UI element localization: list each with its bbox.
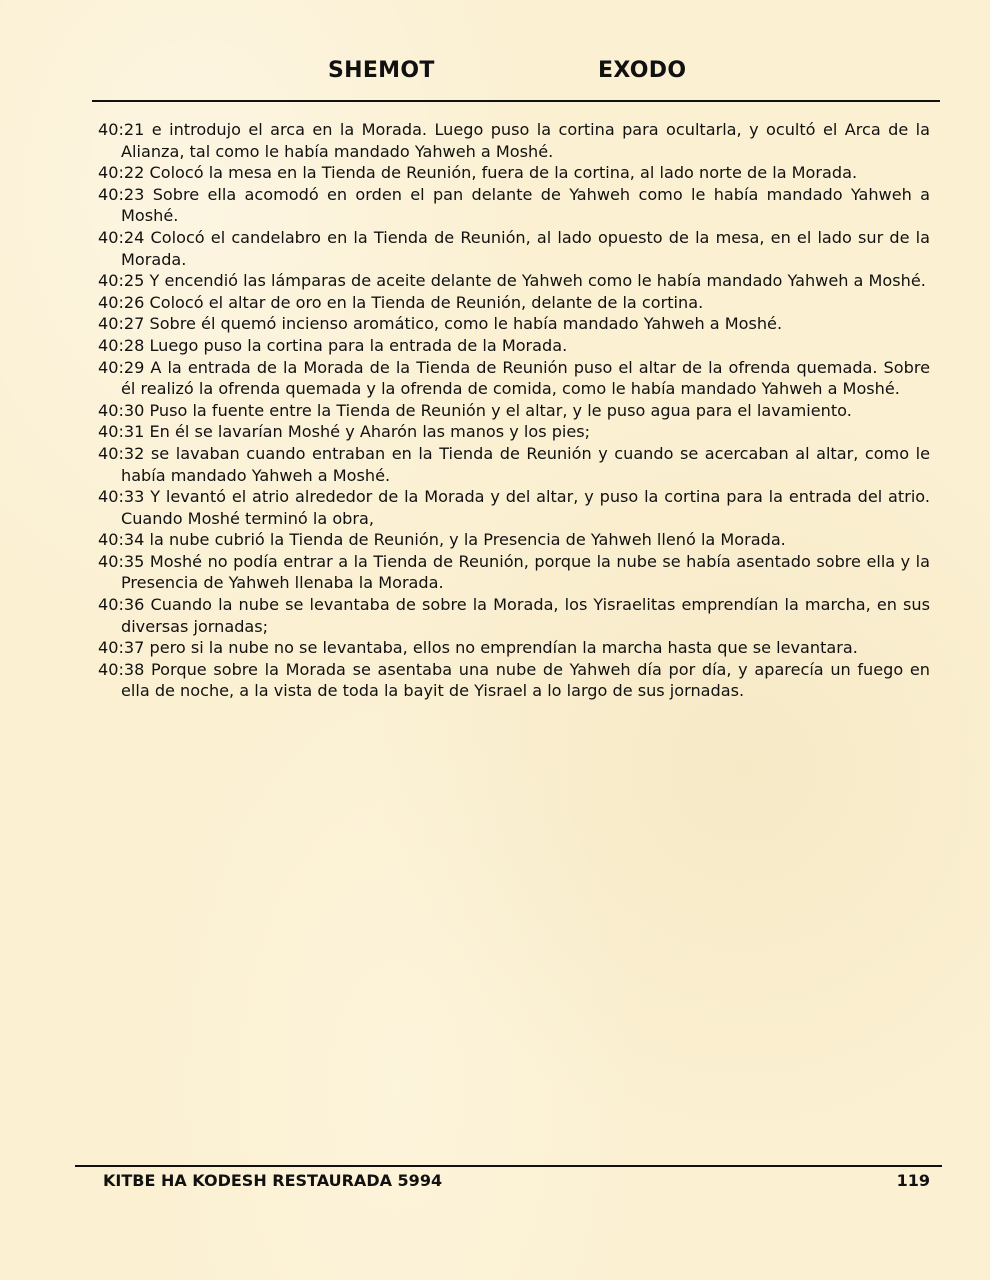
page-number: 119 (896, 1171, 930, 1190)
header-divider (92, 100, 940, 102)
verse: 40:28 Luego puso la cortina para la entrada de la Morada. (98, 335, 568, 355)
verse: 40:27 Sobre él quemó incienso aromático, como le había mandado Yahweh a Moshé. (98, 314, 783, 334)
verse: 40:29 A la entrada de la Morada de la Tienda de Reunión puso el altar de la ofrenda quemada. Sobre él realizó la ofrenda quemada y la ofrenda de comida, como le había mandado Yahweh a Moshé. (98, 357, 930, 399)
verse: 40:36 Cuando la nube se levantaba de sobre la Morada, los Yisraelitas emprendían la marcha, en sus diversas jornadas; (98, 595, 930, 636)
verse-list (98, 119, 930, 702)
verse: 40:38 Porque sobre la Morada se asentaba una nube de Yahweh día por día, y aparecía un fuego en ella de noche, a la vista de toda la bayit de Yisrael a lo largo de sus jornadas. (98, 659, 930, 701)
verse: 40:31 En él se lavarían Moshé y Aharón las manos y los pies; (98, 422, 591, 442)
verse: 40:23 Sobre ella acomodó en orden el pan delante de Yahweh como le había mandado Yahweh a Moshé. (98, 184, 930, 226)
verse: 40:34 la nube cubrió la Tienda de Reunión, y la Presencia de Yahweh llenó la Morada. (98, 530, 786, 550)
verse: 40:35 Moshé no podía entrar a la Tienda de Reunión, porque la nube se había asentado sobre ella y la Presencia de Yahweh llenaba la Morada. (98, 551, 930, 593)
verse: 40:21 e introdujo el arca en la Morada. Luego puso la cortina para ocultarla, y ocultó el Arca de la Alianza, tal como le había mandado Yahweh a Moshé. (98, 120, 930, 161)
footer-publication-title: KITBE HA KODESH RESTAURADA 5994 (103, 1171, 443, 1190)
header-book-title: SHEMOT (328, 58, 435, 83)
verse: 40:32 se lavaban cuando entraban en la Tienda de Reunión y cuando se acercaban al altar, como le había mandado Yahweh a Moshé. (98, 443, 930, 485)
verse: 40:33 Y levantó el atrio alrededor de la Morada y del altar, y puso la cortina para la entrada del atrio. Cuando Moshé terminó la obra, (98, 487, 930, 528)
footer-divider (75, 1165, 942, 1167)
verse: 40:25 Y encendió las lámparas de aceite delante de Yahweh como le había mandado Yahweh a Moshé. (98, 271, 926, 291)
verse: 40:26 Colocó el altar de oro en la Tienda de Reunión, delante de la cortina. (98, 292, 704, 312)
verse: 40:37 pero si la nube no se levantaba, ellos no emprendían la marcha hasta que se levantara. (98, 638, 858, 658)
verse: 40:30 Puso la fuente entre la Tienda de Reunión y el altar, y le puso agua para el lavamiento. (98, 400, 852, 420)
verse: 40:24 Colocó el candelabro en la Tienda de Reunión, al lado opuesto de la mesa, en el lado sur de la Morada. (98, 227, 930, 269)
verse: 40:22 Colocó la mesa en la Tienda de Reunión, fuera de la cortina, al lado norte de la Morada. (98, 163, 858, 183)
header-book-title-spanish: EXODO (598, 58, 687, 83)
